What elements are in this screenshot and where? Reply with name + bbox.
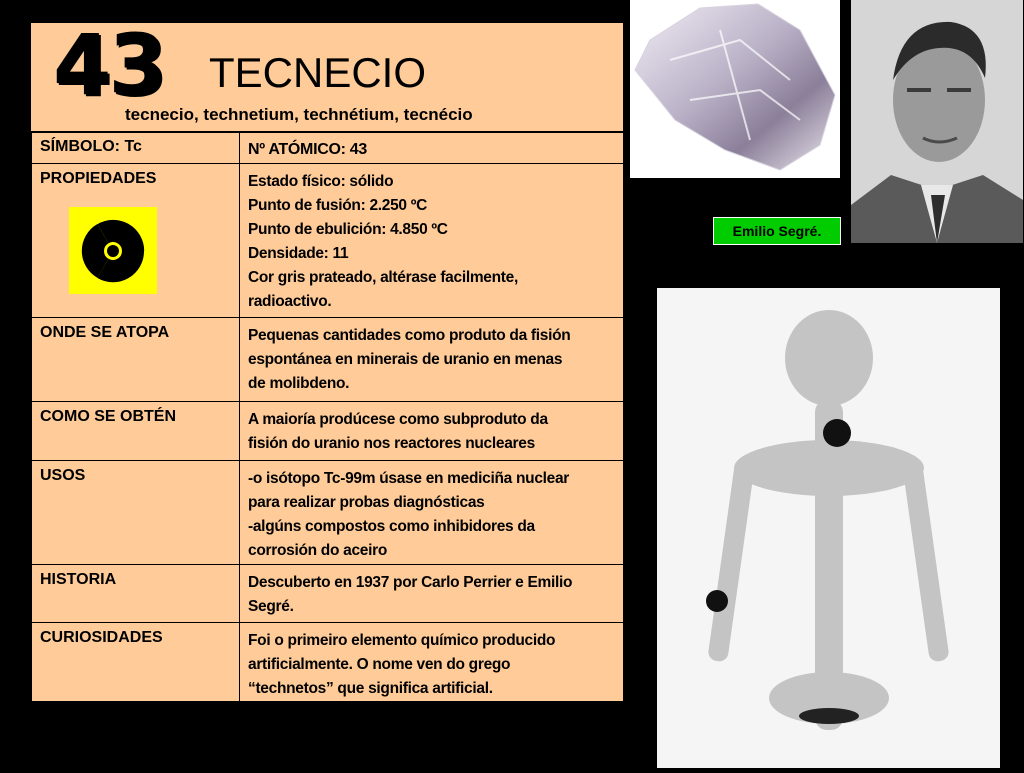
value-line: Punto de fusión: 2.250 ºC [248,197,428,214]
value-line: fisión do uranio nos reactores nucleares [248,435,535,452]
value-line: corrosión do aceiro [248,542,387,559]
table-row [32,565,625,623]
value-line: A maioría prodúcese como subproduto da [248,411,548,428]
technetium-sample-image [630,0,840,178]
row-key: CURIOSIDADES [32,623,240,703]
value-line: Punto de ebulición: 4.850 ºC [248,221,448,238]
element-name: TECNECIO [209,49,427,96]
bone-scan-image [657,288,1000,768]
row-key: COMO SE OBTÉN [32,402,240,461]
emilio-segre-portrait [851,0,1023,243]
value-line: Descuberto en 1937 por Carlo Perrier e Emilio [248,574,573,591]
value-line: Densidade: 11 [248,245,349,262]
value-line: Nº ATÓMICO: 43 [248,141,367,158]
row-key: PROPIEDADES [32,164,240,318]
value-line: “technetos” que significa artificial. [248,680,493,697]
table-row [32,132,625,164]
row-key: SÍMBOLO: Tc [32,132,240,164]
value-line: artificialmente. O nome ven do grego [248,656,511,673]
row-key: USOS [32,461,240,565]
row-value [240,461,625,565]
element-alt-names: tecnecio, technetium, technétium, tecnécio [125,105,473,124]
row-value [240,132,625,164]
radiation-hazard-icon [69,207,157,294]
value-line: Estado físico: sólido [248,173,394,190]
table-row [32,461,625,565]
row-value [240,402,625,461]
value-line: Segré. [248,598,294,615]
portrait-caption: Emilio Segré. [713,217,841,245]
element-card [30,16,624,702]
value-line: -algúns compostos como inhibidores da [248,518,535,535]
row-key: ONDE SE ATOPA [32,318,240,402]
row-value [240,623,625,703]
value-line: espontánea en minerais de uranio en menas [248,351,563,368]
table-row [32,402,625,461]
value-line: de molibdeno. [248,375,350,392]
row-value [240,164,625,318]
value-line: -o isótopo Tc-99m úsase en mediciña nuclear [248,470,570,487]
element-header [31,16,625,133]
value-line: para realizar probas diagnósticas [248,494,485,511]
row-key: HISTORIA [32,565,240,623]
row-value [240,565,625,623]
table-row [32,318,625,402]
value-line: Pequenas cantidades como produto da fisión [248,327,571,344]
table-row [32,623,625,703]
value-line: radioactivo. [248,293,332,310]
value-line: Foi o primeiro elemento químico producido [248,632,556,649]
value-line: Cor gris prateado, altérase facilmente, [248,269,518,286]
row-value [240,318,625,402]
atomic-number: 43 [53,16,164,114]
